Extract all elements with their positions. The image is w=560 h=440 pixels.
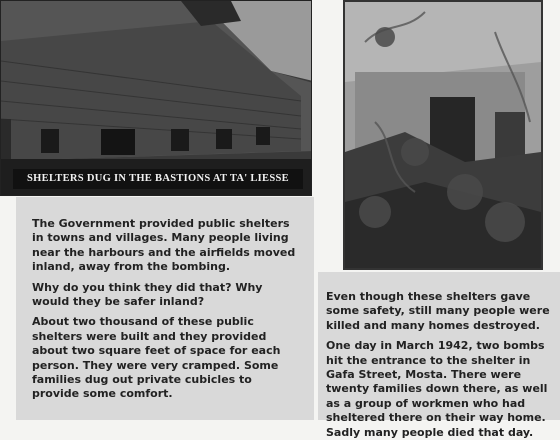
- shelter-ruin-photo: [343, 0, 543, 270]
- left-text-box: [16, 197, 314, 420]
- bastion-photo: [0, 0, 312, 196]
- paragraph-mosta-bombing: One day in March 1942, two bombs hit the entrance to the shelter in Gafa Street, Mosta. There were twenty families down there, as well as a group of workmen who had sheltered there on their way home. Sadly many people died that day.: [326, 339, 548, 439]
- paragraph-casualties: Even though these shelters gave some safety, still many people were killed and many homes destroyed.: [326, 290, 550, 332]
- paragraph-government-shelters: The Government provided public shelters in towns and villages. Many people living near the harbours and the airfields moved inland, away from the bombing.: [32, 217, 296, 274]
- shelter-ruin-photo-image: [345, 2, 541, 268]
- paragraph-question: Why do you think they did that? Why would they be safer inland?: [32, 280, 263, 309]
- paragraph-shelter-count: About two thousand of these public shelters were built and they provided about two square feet of space for each person. They were very cramped. Some families dug out private cubicles to provide some comfort.: [32, 315, 281, 401]
- photo-caption: SHELTERS DUG IN THE BASTIONS AT TA' LIESSE: [13, 169, 303, 189]
- right-text-box: [318, 272, 560, 439]
- bastion-photo-image: [1, 1, 312, 196]
